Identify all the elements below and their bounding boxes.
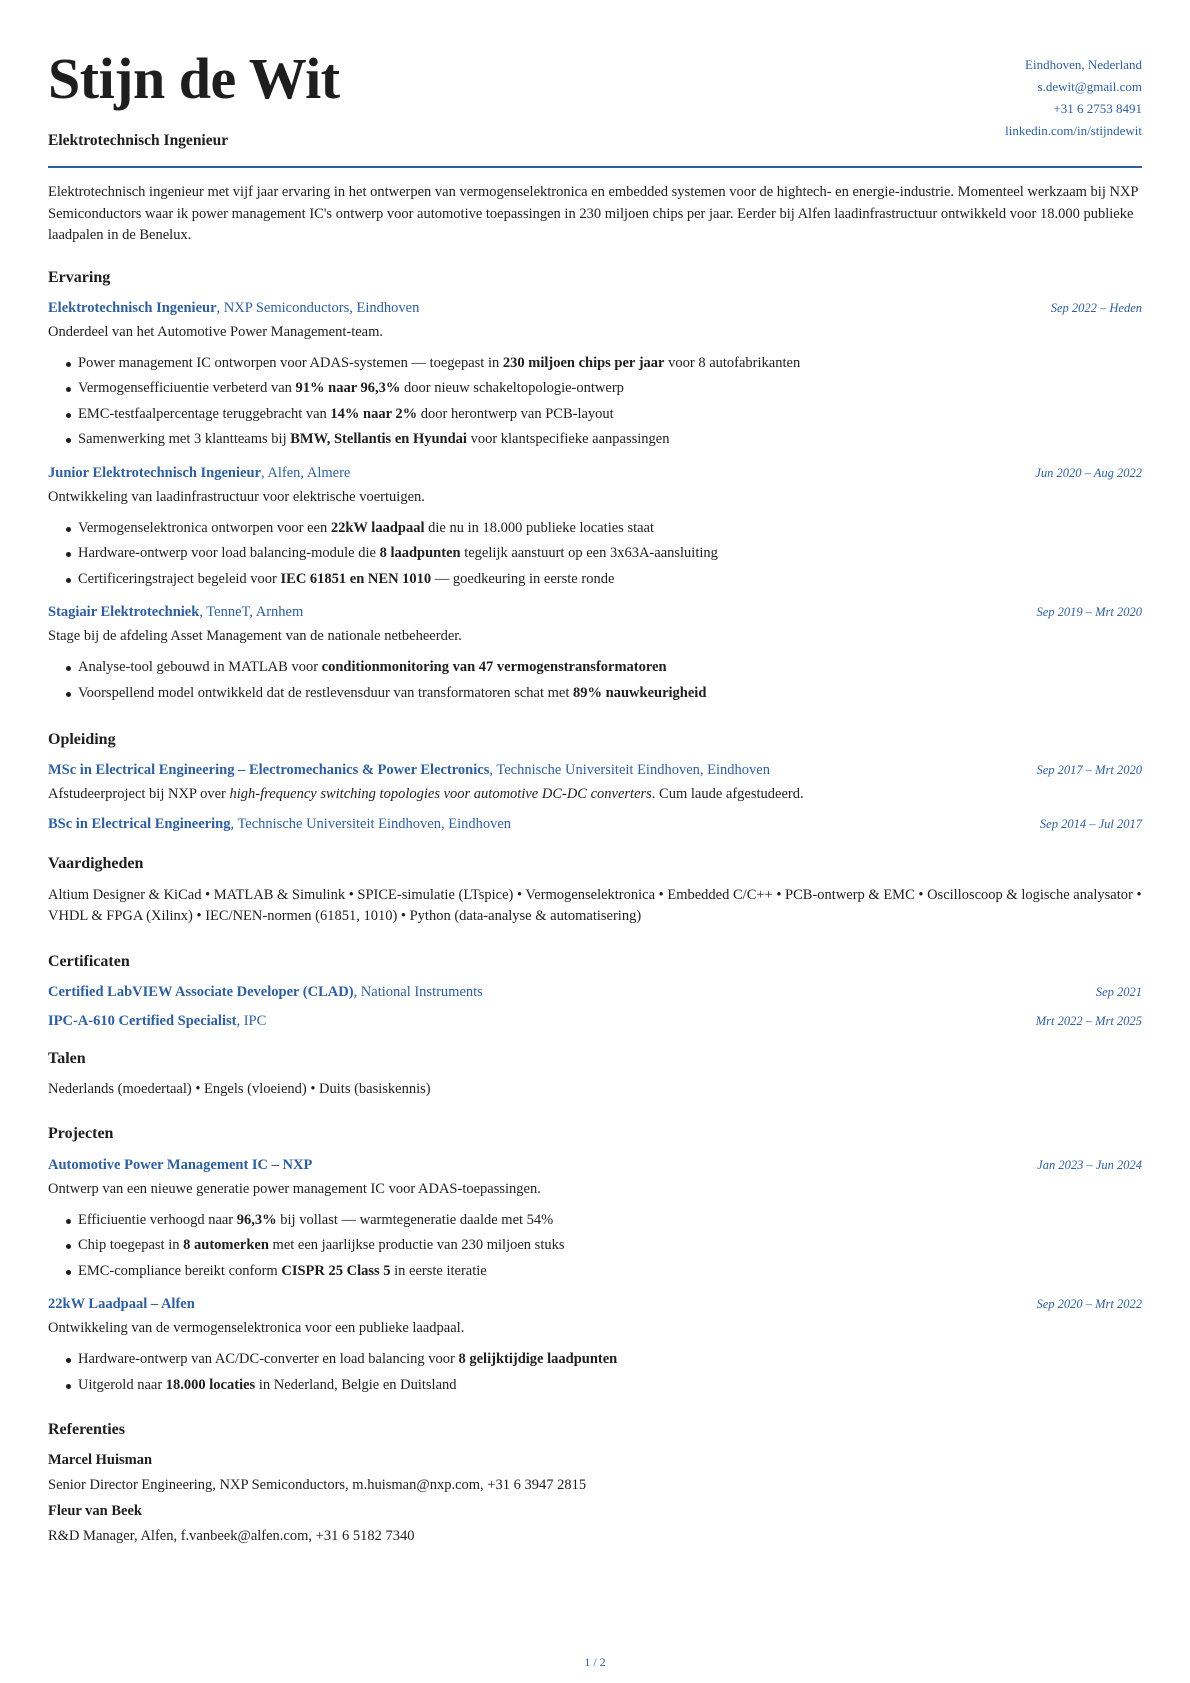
reference-name: Marcel Huisman	[48, 1452, 153, 1469]
certificate-entry	[48, 1011, 1142, 1031]
experience-entry	[48, 298, 1142, 453]
contact-linkedin-link[interactable]: linkedin.com/in/stijndewit	[1005, 123, 1142, 138]
job-description: Stage bij de afdeling Asset Management van de nationale netbeheerder.	[48, 628, 462, 645]
contact-email-link[interactable]: s.dewit@gmail.com	[1037, 79, 1142, 94]
experience-entry	[48, 602, 1142, 706]
page-number: 1 / 2	[584, 1655, 606, 1669]
job-description: Onderdeel van het Automotive Power Management-team.	[48, 323, 384, 340]
achievement-item: Voorspellend model ontwikkeld dat de restlevensduur van transformatoren schat met 89% nauwkeurigheid	[66, 681, 1142, 707]
candidate-title: Elektrotechnisch Ingenieur	[48, 132, 229, 149]
job-date: Sep 2019 – Mrt 2020	[1036, 605, 1142, 620]
achievement-item: Hardware-ontwerp voor load balancing-module die 8 laadpunten tegelijk aanstuurt op een 3x63A-aansluiting	[66, 541, 1142, 567]
project-name: 22kW Laadpaal – Alfen	[48, 1296, 195, 1313]
job-achievements	[48, 516, 1142, 593]
reference-name: Fleur van Beek	[48, 1503, 142, 1520]
job-date: Sep 2022 – Heden	[1050, 300, 1142, 315]
achievement-item: Vermogensefficiuentie verbeterd van 91% naar 96,3% door nieuw schakeltopologie-ontwerp	[66, 376, 1142, 402]
achievement-item: Efficiuentie verhoogd naar 96,3% bij vollast — warmtegeneratie daalde met 54%	[66, 1208, 1142, 1234]
achievement-item: Uitgerold naar 18.000 locaties in Nederland, Belgie en Duitsland	[66, 1373, 1142, 1399]
section-title-experience: Ervaring	[48, 268, 111, 286]
candidate-name: Stijn de Wit	[48, 46, 340, 111]
section-title-certificates: Certificaten	[48, 952, 130, 970]
project-entry	[48, 1155, 1142, 1285]
certificate-name: IPC-A-610 Certified Specialist	[48, 1012, 237, 1029]
project-date: Sep 2020 – Mrt 2022	[1036, 1297, 1142, 1312]
summary-text: Elektrotechnisch ingenieur met vijf jaar ervaring in het ontwerpen van vermogenselektronica en embedded systemen voor de hightech- en energie-industrie. Momenteel werkzaam bij NXP Semiconductors waar ik power management IC's ontwerp voor automotive toepassingen in 230 miljoen chips per jaar. Eerder bij Alfen laadinfrastructuur ontwikkeld voor 18.000 publieke laadpalen in de Benelux.	[48, 184, 1138, 243]
experience-entry	[48, 463, 1142, 593]
job-role: Elektrotechnisch Ingenieur	[48, 299, 217, 316]
project-description: Ontwerp van een nieuwe generatie power management IC voor ADAS-toepassingen.	[48, 1180, 541, 1197]
achievement-item: Power management IC ontworpen voor ADAS-systemen — toegepast in 230 miljoen chips per jaar voor 8 autofabrikanten	[66, 351, 1142, 377]
achievement-item: Analyse-tool gebouwd in MATLAB voor conditionmonitoring van 47 vermogenstransformatoren	[66, 655, 1142, 681]
section-title-skills: Vaardigheden	[48, 855, 144, 873]
job-achievements	[48, 351, 1142, 453]
education-description: Afstudeerproject bij NXP over high-frequency switching topologies voor automotive DC-DC converters. Cum laude afgestudeerd.	[48, 786, 804, 803]
school-name: , Technische Universiteit Eindhoven, Eindhoven	[489, 762, 770, 779]
job-date: Jun 2020 – Aug 2022	[1035, 465, 1142, 480]
job-role: Stagiair Elektrotechniek	[48, 604, 200, 621]
certificate-issuer: , National Instruments	[353, 983, 483, 1000]
job-description: Ontwikkeling van laadinfrastructuur voor elektrische voertuigen.	[48, 488, 425, 505]
job-org: , Alfen, Almere	[260, 464, 351, 481]
certificate-date: Sep 2021	[1095, 984, 1142, 999]
degree-name: BSc in Electrical Engineering	[48, 816, 231, 833]
achievement-item: Certificeringstraject begeleid voor IEC 61851 en NEN 1010 — goedkeuring in eerste ronde	[66, 567, 1142, 593]
job-achievements	[48, 655, 1142, 706]
header-divider	[48, 166, 1142, 168]
contact-location: Eindhoven, Nederland	[1025, 57, 1142, 72]
achievement-item: Vermogenselektronica ontworpen voor een 22kW laadpaal die nu in 18.000 publieke locaties staat	[66, 516, 1142, 542]
project-achievements	[48, 1208, 1142, 1285]
resume-header	[48, 0, 1142, 168]
project-achievements	[48, 1347, 1142, 1398]
education-date: Sep 2014 – Jul 2017	[1039, 817, 1142, 832]
section-title-education: Opleiding	[48, 731, 116, 749]
job-org: , NXP Semiconductors, Eindhoven	[216, 299, 420, 316]
languages-list: Nederlands (moedertaal) • Engels (vloeiend) • Duits (basiskennis)	[48, 1080, 431, 1097]
certificate-issuer: , IPC	[236, 1012, 267, 1029]
achievement-item: Hardware-ontwerp van AC/DC-converter en load balancing voor 8 gelijktijdige laadpunten	[66, 1347, 1142, 1373]
achievement-item: EMC-testfaalpercentage teruggebracht van 14% naar 2% door herontwerp van PCB-layout	[66, 402, 1142, 428]
education-entry	[48, 814, 1142, 834]
school-name: , Technische Universiteit Eindhoven, Eindhoven	[230, 816, 512, 833]
education-entry	[48, 760, 1142, 804]
section-title-projects: Projecten	[48, 1125, 114, 1143]
education-date: Sep 2017 – Mrt 2020	[1036, 763, 1142, 778]
certificate-entry	[48, 982, 1142, 1002]
job-org: , TenneT, Arnhem	[199, 604, 304, 621]
project-date: Jan 2023 – Jun 2024	[1037, 1157, 1142, 1172]
project-name: Automotive Power Management IC – NXP	[48, 1156, 313, 1173]
job-role: Junior Elektrotechnisch Ingenieur	[48, 464, 261, 481]
contact-block	[1005, 54, 1142, 142]
certificate-date: Mrt 2022 – Mrt 2025	[1035, 1013, 1142, 1028]
certificate-name: Certified LabVIEW Associate Developer (CLAD)	[48, 983, 354, 1000]
project-entry	[48, 1294, 1142, 1398]
achievement-item: Samenwerking met 3 klantteams bij BMW, Stellantis en Hyundai voor klantspecifieke aanpassingen	[66, 427, 1142, 453]
resume-page	[48, 0, 1142, 1552]
reference-detail: R&D Manager, Alfen, f.vanbeek@alfen.com, +31 6 5182 7340	[48, 1528, 415, 1545]
section-title-references: Referenties	[48, 1421, 125, 1439]
reference-entry	[48, 1501, 1142, 1546]
contact-phone-link[interactable]: +31 6 2753 8491	[1053, 101, 1142, 116]
degree-name: MSc in Electrical Engineering – Electromechanics & Power Electronics	[48, 762, 490, 779]
section-title-languages: Talen	[48, 1049, 86, 1067]
reference-detail: Senior Director Engineering, NXP Semiconductors, m.huisman@nxp.com, +31 6 3947 2815	[48, 1477, 587, 1494]
achievement-item: Chip toegepast in 8 automerken met een jaarlijkse productie van 230 miljoen stuks	[66, 1233, 1142, 1259]
achievement-item: EMC-compliance bereikt conform CISPR 25 Class 5 in eerste iteratie	[66, 1259, 1142, 1285]
project-description: Ontwikkeling van de vermogenselektronica voor een publieke laadpaal.	[48, 1320, 465, 1337]
skills-list: Altium Designer & KiCad • MATLAB & Simulink • SPICE-simulatie (LTspice) • Vermogenselektronica • Embedded C/C++ • PCB-ontwerp & EMC • Oscilloscoop & logische analysator • VHDL & FPGA (Xilinx) • IEC/NEN-normen (61851, 1010) • Python (data-analyse & automatisering)	[48, 886, 1142, 925]
reference-entry	[48, 1450, 1142, 1495]
